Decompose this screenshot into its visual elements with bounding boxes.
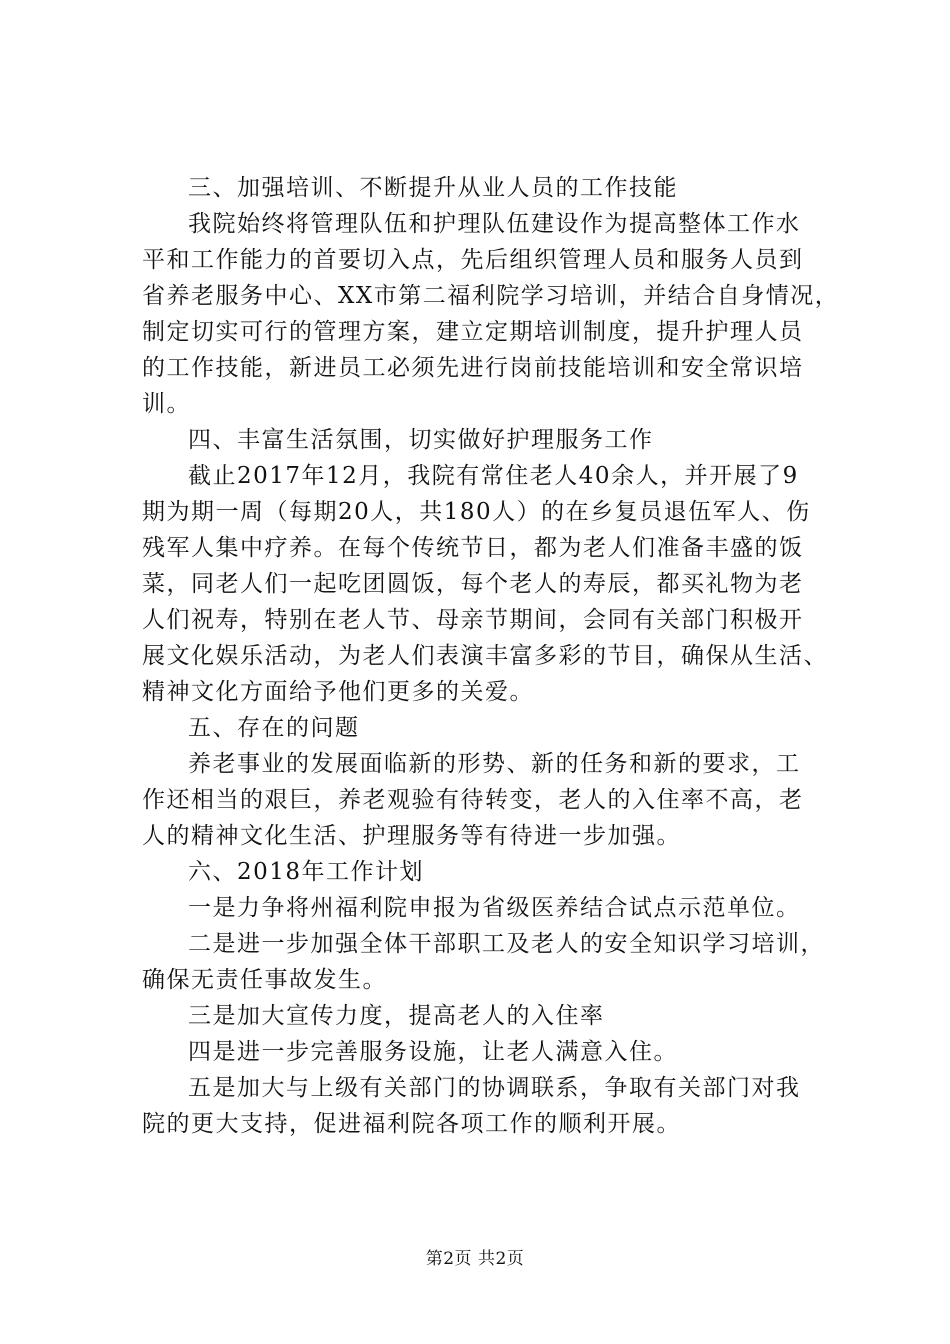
text-line: 精神文化方面给予他们更多的关爱。 bbox=[142, 679, 534, 705]
text-line: 省养老服务中心、XX市第二福利院学习培训，并结合自身情况， bbox=[142, 283, 840, 309]
text-line: 四是进一步完善服务设施，让老人满意入住。 bbox=[188, 1039, 678, 1065]
text-line: 制定切实可行的管理方案，建立定期培训制度，提升护理人员 bbox=[142, 319, 804, 345]
text-line: 训。 bbox=[142, 391, 191, 417]
text-line: 的工作技能，新进员工必须先进行岗前技能培训和安全常识培 bbox=[142, 355, 804, 381]
text-line: 截止2017年12月，我院有常住老人40余人，并开展了9 bbox=[188, 463, 799, 489]
text-line: 养老事业的发展面临新的形势、新的任务和新的要求，工 bbox=[188, 751, 801, 777]
page-footer: 第2页 共2页 bbox=[425, 1249, 525, 1269]
text-line: 展文化娱乐活动，为老人们表演丰富多彩的节目，确保从生活、 bbox=[142, 643, 828, 669]
text-line: 院的更大支持，促进福利院各项工作的顺利开展。 bbox=[142, 1111, 681, 1137]
text-line: 五是加大与上级有关部门的协调联系，争取有关部门对我 bbox=[188, 1075, 801, 1101]
document-body bbox=[142, 170, 842, 1142]
text-line: 三是加大宣传力度，提高老人的入住率 bbox=[188, 1003, 605, 1029]
text-line: 我院始终将管理队伍和护理队伍建设作为提高整体工作水 bbox=[188, 211, 801, 237]
text-line: 平和工作能力的首要切入点，先后组织管理人员和服务人员到 bbox=[142, 247, 804, 273]
text-line: 残军人集中疗养。在每个传统节日，都为老人们准备丰盛的饭 bbox=[142, 535, 804, 561]
section-heading-line: 五、存在的问题 bbox=[188, 715, 360, 741]
text-line: 一是力争将州福利院申报为省级医养结合试点示范单位。 bbox=[188, 895, 801, 921]
section-heading-line: 六、2018年工作计划 bbox=[188, 859, 425, 885]
text-line: 人们祝寿，特别在老人节、母亲节期间，会同有关部门积极开 bbox=[142, 607, 804, 633]
text-line: 二是进一步加强全体干部职工及老人的安全知识学习培训， bbox=[188, 931, 825, 957]
text-line: 人的精神文化生活、护理服务等有待进一步加强。 bbox=[142, 823, 681, 849]
section-heading-line: 三、加强培训、不断提升从业人员的工作技能 bbox=[188, 175, 678, 201]
text-line: 确保无责任事故发生。 bbox=[142, 967, 387, 993]
text-line: 菜，同老人们一起吃团圆饭，每个老人的寿辰，都买礼物为老 bbox=[142, 571, 804, 597]
section-heading-line: 四、丰富生活氛围，切实做好护理服务工作 bbox=[188, 427, 654, 453]
text-line: 作还相当的艰巨，养老观验有待转变，老人的入住率不高，老 bbox=[142, 787, 804, 813]
text-line: 期为期一周（每期20人，共180人）的在乡复员退伍军人、伤 bbox=[142, 499, 811, 525]
